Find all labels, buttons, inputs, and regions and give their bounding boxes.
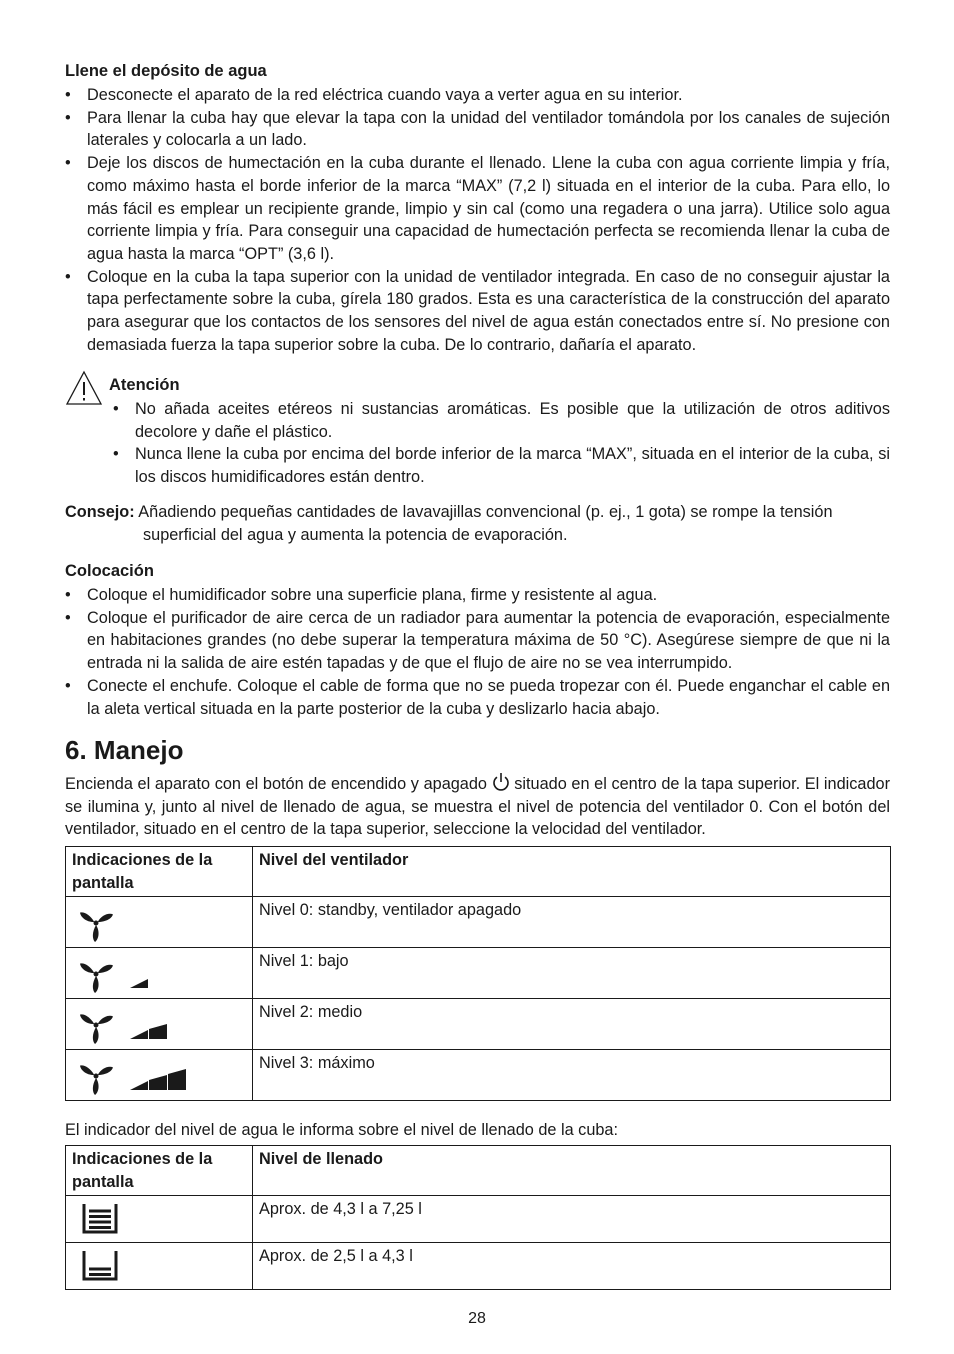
attention-list <box>113 398 890 489</box>
fan-level-text: Nivel 0: standby, ventilador apagado <box>253 897 891 948</box>
list-item: • Nunca llene la cuba por encima del borde inferior de la marca “MAX”, situada en el interior de la cuba, si los discos humidificadores están dentro. <box>113 443 890 488</box>
attention-block <box>65 370 890 489</box>
fan-level-text: Nivel 3: máximo <box>253 1050 891 1101</box>
fan-icon-cell <box>66 999 253 1050</box>
column-header: Nivel del ventilador <box>253 847 891 897</box>
signal-bar <box>130 1030 148 1039</box>
power-icon <box>492 772 510 792</box>
water-level-table <box>65 1145 891 1290</box>
table-row <box>66 1196 891 1243</box>
list-item: • No añada aceites etéreos ni sustancias aromáticas. Es posible que la utilización de otros aditivos decolore y dañe el plástico. <box>113 398 890 443</box>
list-item: • Desconecte el aparato de la red eléctrica cuando vaya a verter agua en su interior. <box>65 84 890 107</box>
signal-bar <box>149 1075 167 1090</box>
intro-text-a: Encienda el aparato con el botón de encendido y apagado <box>65 775 492 793</box>
column-header: Indicaciones de la pantalla <box>66 847 253 897</box>
list-item: • Conecte el enchufe. Coloque el cable de forma que no se pueda tropezar con él. Puede enganchar el cable en la aleta vertical situada en la parte posterior de la cuba y deslizarlo hacia abajo. <box>65 675 890 720</box>
column-header: Indicaciones de la pantalla <box>66 1146 253 1196</box>
table-row <box>66 1050 891 1101</box>
signal-bar <box>168 1069 186 1090</box>
fan-icon-cell <box>66 1050 253 1101</box>
tip-text-1: Añadiendo pequeñas cantidades de lavavajillas convencional (p. ej., 1 gota) se rompe la tensión <box>134 503 833 521</box>
tip-block <box>65 501 890 546</box>
list-item: • Coloque el purificador de aire cerca de un radiador para aumentar la potencia de evaporación, especialmente en habitaciones grandes (no debe superar la temperatura máxima de 50 °C). Asegúrese siempre de que ni la entrada ni la salida de aire estén tapadas y de que el flujo de aire no se vea interrumpido. <box>65 607 890 675</box>
water-line <box>89 1226 111 1229</box>
column-header: Nivel de llenado <box>253 1146 891 1196</box>
tip-line <box>65 501 890 524</box>
signal-bar <box>130 1081 148 1090</box>
placement-heading: Colocación <box>65 562 154 580</box>
table-row <box>66 999 891 1050</box>
tip-text-2: superficial del agua y aumenta la potencia de evaporación. <box>143 525 568 544</box>
table-row <box>66 948 891 999</box>
fan-icon-cell <box>66 948 253 999</box>
tank-full-icon <box>72 1198 132 1238</box>
tip-label: Consejo: <box>65 503 135 521</box>
fill-level-text: Aprox. de 2,5 l a 4,3 l <box>253 1243 891 1290</box>
list-item: • Para llenar la cuba hay que elevar la tapa con la unidad del ventilador tomándola por los canales de sujeción laterales y colocarla a un lado. <box>65 107 890 152</box>
operation-intro <box>65 772 890 841</box>
fill-level-text: Aprox. de 4,3 l a 7,25 l <box>253 1196 891 1243</box>
list-item: • Coloque en la cuba la tapa superior con la unidad de ventilador integrada. En caso de no conseguir ajustar la tapa perfectamente sobre la cuba, gírela 180 grados. Esta es una característica de la construcción del aparato para asegurar que los contactos de los sensores del nivel de agua están conectados entre sí. No presione con demasiada fuerza la tapa superior sobre la cuba. De lo contrario, dañaría el aparato. <box>65 266 890 357</box>
fan-icon-cell <box>66 897 253 948</box>
signal-bar <box>149 1024 167 1039</box>
fill-tank-section <box>65 60 890 356</box>
tank-icon-cell <box>66 1196 253 1243</box>
water-level-intro: El indicador del nivel de agua le informa sobre el nivel de llenado de la cuba: <box>65 1121 619 1139</box>
tank-medium-icon <box>72 1245 132 1285</box>
placement-list <box>65 584 890 720</box>
list-item: • Coloque el humidificador sobre una superficie plana, firme y resistente al agua. <box>65 584 890 607</box>
fill-tank-heading: Llene el depósito de agua <box>65 62 267 80</box>
fan-level-table <box>65 846 891 1101</box>
signal-bar <box>130 979 148 988</box>
fan-level-3-icon <box>72 1052 202 1096</box>
fan-level-0-icon <box>72 899 202 943</box>
operation-heading: 6. Manejo <box>65 735 184 765</box>
fan-level-text: Nivel 2: medio <box>253 999 891 1050</box>
list-item: • Deje los discos de humectación en la cuba durante el llenado. Llene la cuba con agua corriente limpia y fría, como máximo hasta el borde inferior de la marca “MAX” (7,2 l) situada en el interior de la cuba. Para ello, lo más fácil es emplear un recipiente grande, limpio y sin cal (como una regadera o una jarra). Utilice solo agua corriente limpia y fría. Para conseguir una capacidad de humectación perfecta se recomienda llenar la cuba de agua hasta la marca “OPT” (3,6 l). <box>65 152 890 266</box>
tank-icon-cell <box>66 1243 253 1290</box>
table-header-row <box>66 1146 891 1196</box>
page-number: 28 <box>468 1310 486 1327</box>
intro-text-b: situado en el centro de la tapa superior. El indicador se ilumina y, junto al nivel de llenado de agua, se muestra el nivel de potencia del ventilador 0. Con el botón del ventilador, situado en el centro de la tapa superior, seleccione la velocidad del ventilador. <box>65 775 890 839</box>
table-row <box>66 1243 891 1290</box>
warning-triangle-icon <box>65 370 103 406</box>
water-line <box>89 1210 111 1213</box>
fill-tank-list <box>65 84 890 356</box>
placement-section <box>65 560 890 720</box>
attention-heading: Atención <box>109 376 180 394</box>
table-row <box>66 897 891 948</box>
fan-level-1-icon <box>72 950 202 994</box>
water-line <box>89 1221 111 1224</box>
fan-level-text: Nivel 1: bajo <box>253 948 891 999</box>
water-line <box>89 1268 111 1271</box>
fan-level-2-icon <box>72 1001 202 1045</box>
water-line <box>89 1215 111 1218</box>
water-line <box>89 1273 111 1276</box>
table-header-row <box>66 847 891 897</box>
